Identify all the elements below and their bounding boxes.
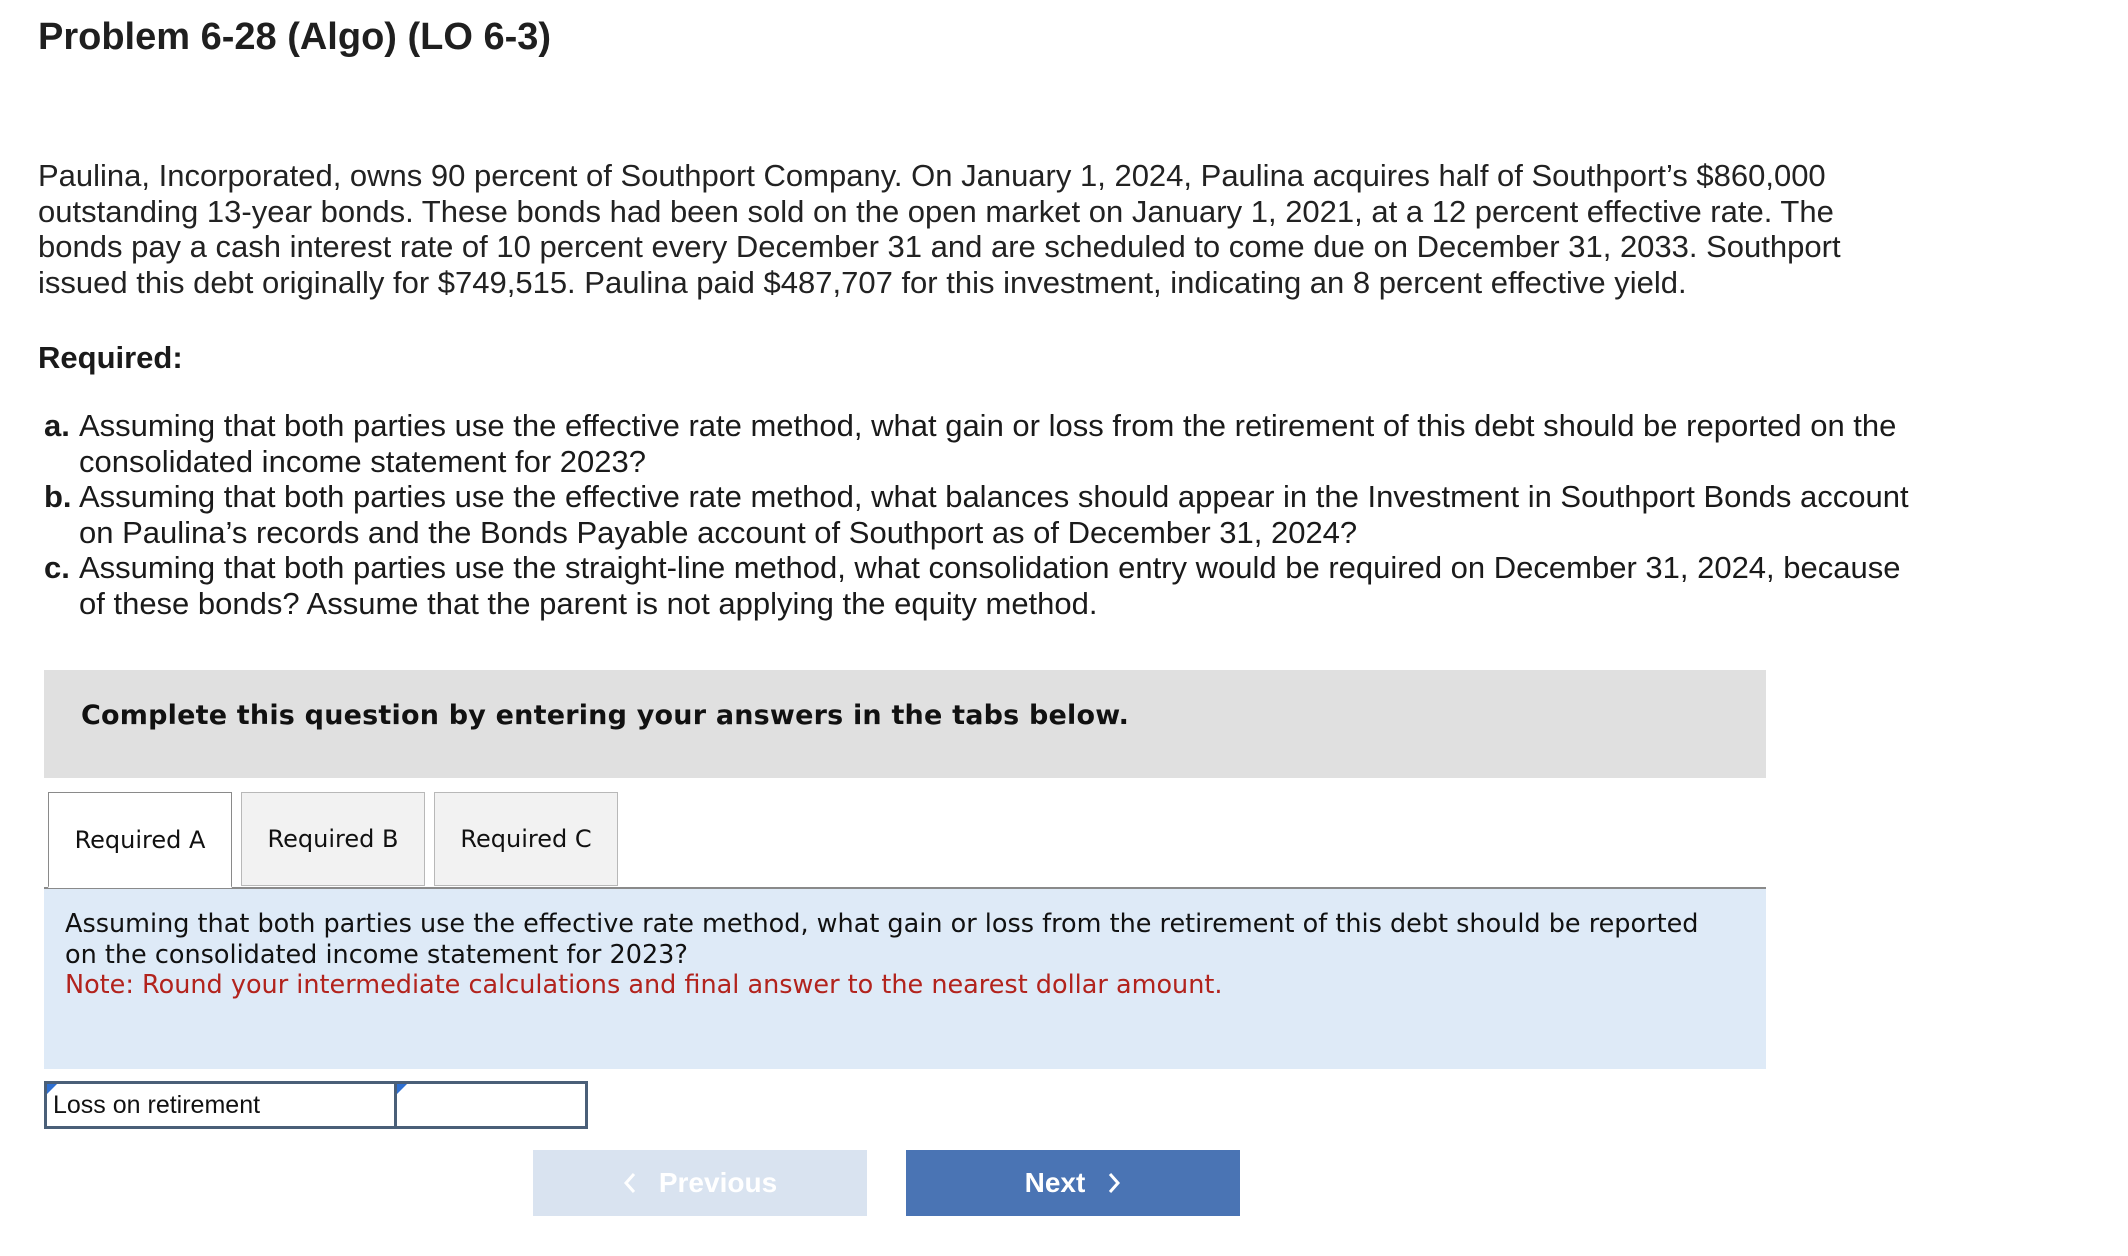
requirement-item-b	[44, 479, 1924, 550]
requirement-marker: a.	[44, 408, 70, 443]
question-panel	[44, 889, 1766, 1069]
next-button[interactable]	[906, 1150, 1240, 1216]
loss-on-retirement-input[interactable]	[397, 1084, 585, 1126]
requirement-marker: c.	[44, 550, 70, 585]
instruction-banner	[44, 670, 1766, 778]
page-title: Problem 6-28 (Algo) (LO 6-3)	[38, 16, 552, 58]
cell-flag-icon	[47, 1084, 57, 1094]
answer-label-cell	[47, 1084, 397, 1126]
problem-statement: Paulina, Incorporated, owns 90 percent of Southport Company. On January 1, 2024, Paulina acquires half of Southport’s $860,000 outstanding 13-year bonds. These bonds had been sold on the open market on January 1, 2021, at a 12 percent effective rate. The bonds pay a cash interest rate of 10 percent every December 31 and are scheduled to come due on December 31, 2033. Southport issued this debt originally for $749,515. Paulina paid $487,707 for this investment, indicating an 8 percent effective yield.	[38, 158, 1841, 300]
requirement-marker: b.	[44, 479, 72, 514]
question-text: Assuming that both parties use the effective rate method, what gain or loss from the retirement of this debt should be reported on the consolidated income statement for 2023?	[65, 909, 1699, 970]
tab-required-c[interactable]: Required C	[434, 792, 618, 886]
answer-table	[44, 1081, 588, 1129]
requirement-text: Assuming that both parties use the effective rate method, what gain or loss from the retirement of this debt should be reported on the consolidated income statement for 2023?	[79, 408, 1897, 479]
requirement-text: Assuming that both parties use the effective rate method, what balances should appear in the Investment in Southport Bonds account on Paulina’s records and the Bonds Payable account of Southport as of December 31, 2024?	[79, 479, 1909, 550]
answer-cell	[397, 1084, 585, 1126]
chevron-right-icon	[1107, 1171, 1121, 1195]
requirements-list	[44, 408, 1924, 621]
tab-required-b[interactable]: Required B	[241, 792, 425, 886]
requirement-item-a	[44, 408, 1924, 479]
previous-label: Previous	[658, 1167, 778, 1198]
rounding-note: Note: Round your intermediate calculations and final answer to the nearest dollar amount.	[65, 970, 1223, 1000]
question-text-block	[65, 909, 1725, 1001]
required-heading: Required:	[38, 340, 183, 375]
cell-flag-icon	[397, 1084, 407, 1094]
requirement-text: Assuming that both parties use the straight-line method, what consolidation entry would be required on December 31, 2024, because of these bonds? Assume that the parent is not applying the equity method.	[79, 550, 1901, 621]
requirement-item-c	[44, 550, 1924, 621]
next-label: Next	[1024, 1167, 1086, 1198]
chevron-left-icon	[623, 1171, 637, 1195]
answer-label: Loss on retirement	[53, 1090, 261, 1119]
instruction-text: Complete this question by entering your answers in the tabs below.	[81, 700, 1130, 731]
tab-required-a[interactable]: Required A	[48, 792, 232, 888]
previous-button[interactable]	[533, 1150, 867, 1216]
